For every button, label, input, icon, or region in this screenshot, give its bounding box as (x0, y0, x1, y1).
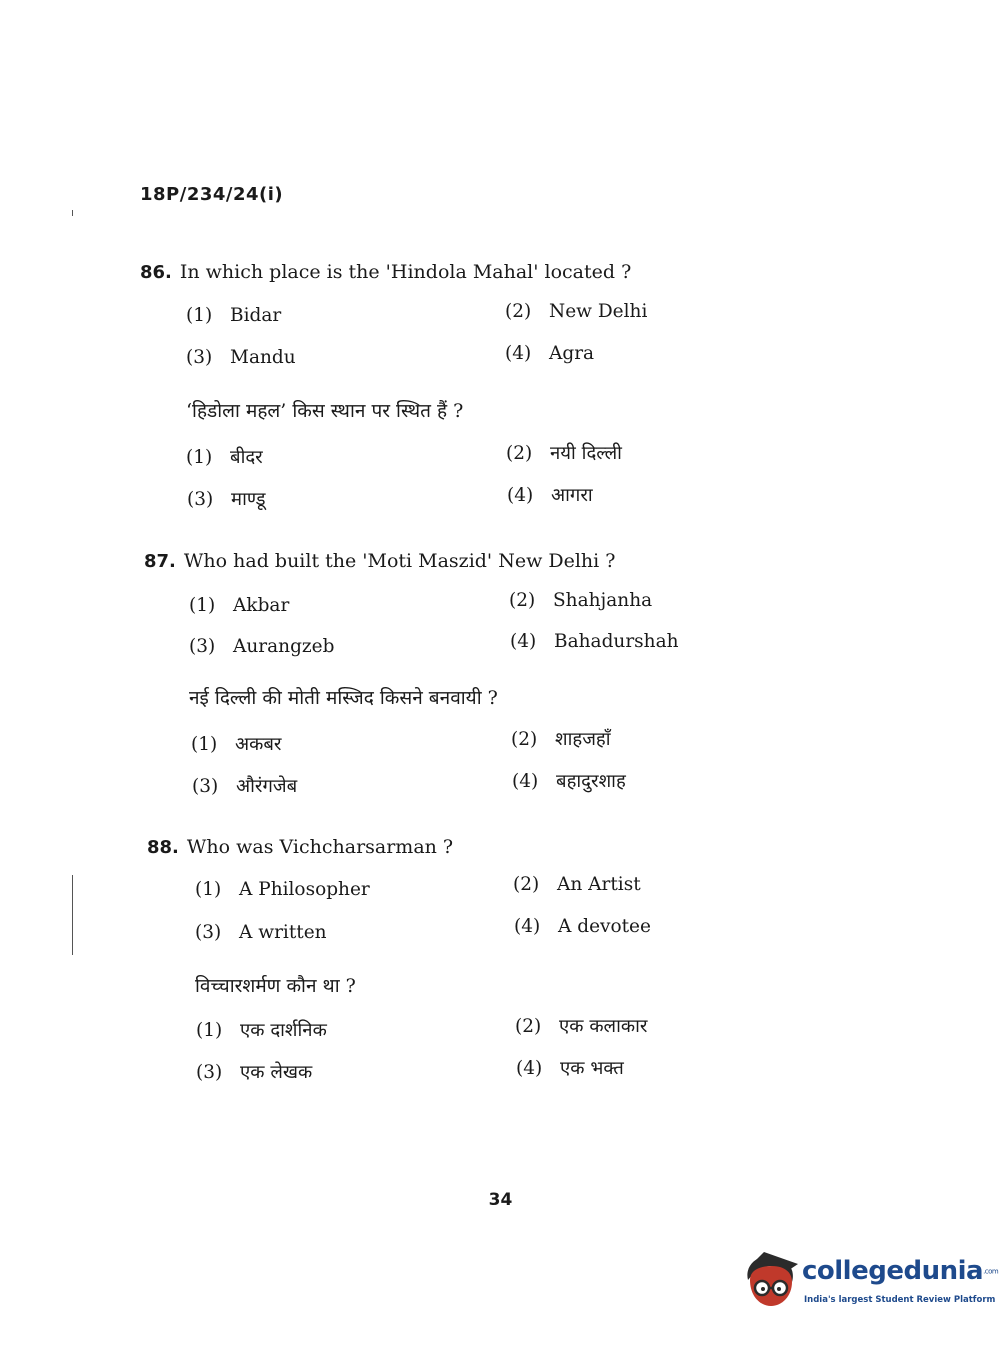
question-hindi: ‘हिडोला महल’ किस स्थान पर स्थित हैं ? (186, 400, 464, 422)
margin-mark (72, 875, 73, 955)
option-text: एक भक्त (560, 1058, 624, 1079)
option-text: Bahadurshah (554, 631, 679, 652)
option-text: अकबर (235, 734, 282, 755)
option-text: New Delhi (549, 301, 648, 322)
page-number: 34 (488, 1190, 513, 1210)
option-text: Agra (549, 343, 595, 364)
option-text: माण्डू (231, 489, 266, 510)
option-number: (2) (511, 729, 538, 750)
option-3-hindi (192, 773, 297, 798)
option-number: (2) (509, 590, 536, 611)
question-number: 86. (140, 262, 172, 283)
option-4-hindi (507, 482, 593, 507)
question-text (144, 550, 615, 572)
collegedunia-logo (742, 1250, 999, 1314)
option-1 (189, 595, 289, 616)
option-text: An Artist (557, 874, 641, 895)
option-text: A written (239, 922, 327, 943)
option-number: (3) (195, 922, 222, 943)
logo-tagline: India's largest Student Review Platform (804, 1295, 996, 1305)
option-4 (505, 343, 594, 364)
option-3 (195, 922, 327, 943)
question-english: In which place is the 'Hindola Mahal' located ? (179, 261, 632, 283)
option-text: बीदर (230, 447, 263, 468)
option-number: (1) (196, 1020, 223, 1041)
option-text: एक दार्शनिक (240, 1020, 327, 1041)
option-3 (186, 347, 296, 368)
option-number: (4) (512, 771, 539, 792)
option-2 (513, 874, 641, 895)
option-number: (3) (189, 636, 216, 657)
option-text: शाहजहाँ (555, 729, 611, 750)
question-english: Who was Vichcharsarman ? (186, 836, 454, 858)
option-text: A devotee (558, 916, 651, 937)
paper-code: 18P/234/24(i) (140, 184, 284, 205)
option-4-hindi (516, 1055, 624, 1080)
option-2-hindi (506, 440, 622, 465)
option-text: Akbar (233, 595, 290, 616)
option-text: एक कलाकार (559, 1016, 648, 1037)
question-hindi: नई दिल्ली की मोती मस्जिद किसने बनवायी ? (189, 687, 498, 709)
option-1-hindi (196, 1017, 327, 1042)
student-mascot-icon (742, 1250, 800, 1310)
option-text: बहादुरशाह (556, 771, 626, 792)
option-text: Shahjanha (553, 590, 653, 611)
option-4 (510, 631, 679, 652)
option-1 (186, 305, 281, 326)
option-4-hindi (512, 768, 626, 793)
option-number: (4) (516, 1058, 543, 1079)
option-number: (2) (515, 1016, 542, 1037)
option-number: (1) (189, 595, 216, 616)
option-number: (1) (191, 734, 218, 755)
option-number: (4) (505, 343, 532, 364)
question-english: Who had built the 'Moti Maszid' New Delhi ? (183, 550, 616, 572)
logo-wordmark: collegedunia.com (802, 1256, 999, 1286)
option-1-hindi (191, 731, 281, 756)
option-3-hindi (187, 486, 266, 511)
question-number: 87. (144, 551, 176, 572)
option-number: (4) (514, 916, 541, 937)
option-1-hindi (186, 444, 263, 469)
option-text: Aurangzeb (233, 636, 335, 657)
margin-mark (72, 210, 73, 216)
option-number: (2) (505, 301, 532, 322)
option-text: Bidar (230, 305, 282, 326)
question-text (147, 836, 453, 858)
option-4 (514, 916, 651, 937)
option-number: (4) (507, 485, 534, 506)
option-number: (1) (195, 879, 222, 900)
question-number: 88. (147, 837, 179, 858)
option-3 (189, 636, 334, 657)
option-text: A Philosopher (239, 879, 370, 900)
option-2 (509, 590, 652, 611)
option-2-hindi (515, 1013, 647, 1038)
question-text (140, 261, 631, 283)
option-number: (3) (192, 776, 219, 797)
option-number: (1) (186, 305, 213, 326)
option-text: एक लेखक (240, 1062, 313, 1083)
option-number: (3) (186, 347, 213, 368)
option-2 (505, 301, 647, 322)
option-text: नयी दिल्ली (550, 443, 622, 464)
option-number: (3) (187, 489, 214, 510)
option-2-hindi (511, 726, 611, 751)
option-text: औरंगजेब (236, 776, 298, 797)
option-number: (4) (510, 631, 537, 652)
question-hindi: विच्चारशर्मण कौन था ? (195, 975, 356, 997)
option-text: आगरा (551, 485, 593, 506)
option-3-hindi (196, 1059, 312, 1084)
option-1 (195, 879, 370, 900)
option-number: (2) (513, 874, 540, 895)
option-text: Mandu (230, 347, 296, 368)
option-number: (3) (196, 1062, 223, 1083)
option-number: (2) (506, 443, 533, 464)
option-number: (1) (186, 447, 213, 468)
